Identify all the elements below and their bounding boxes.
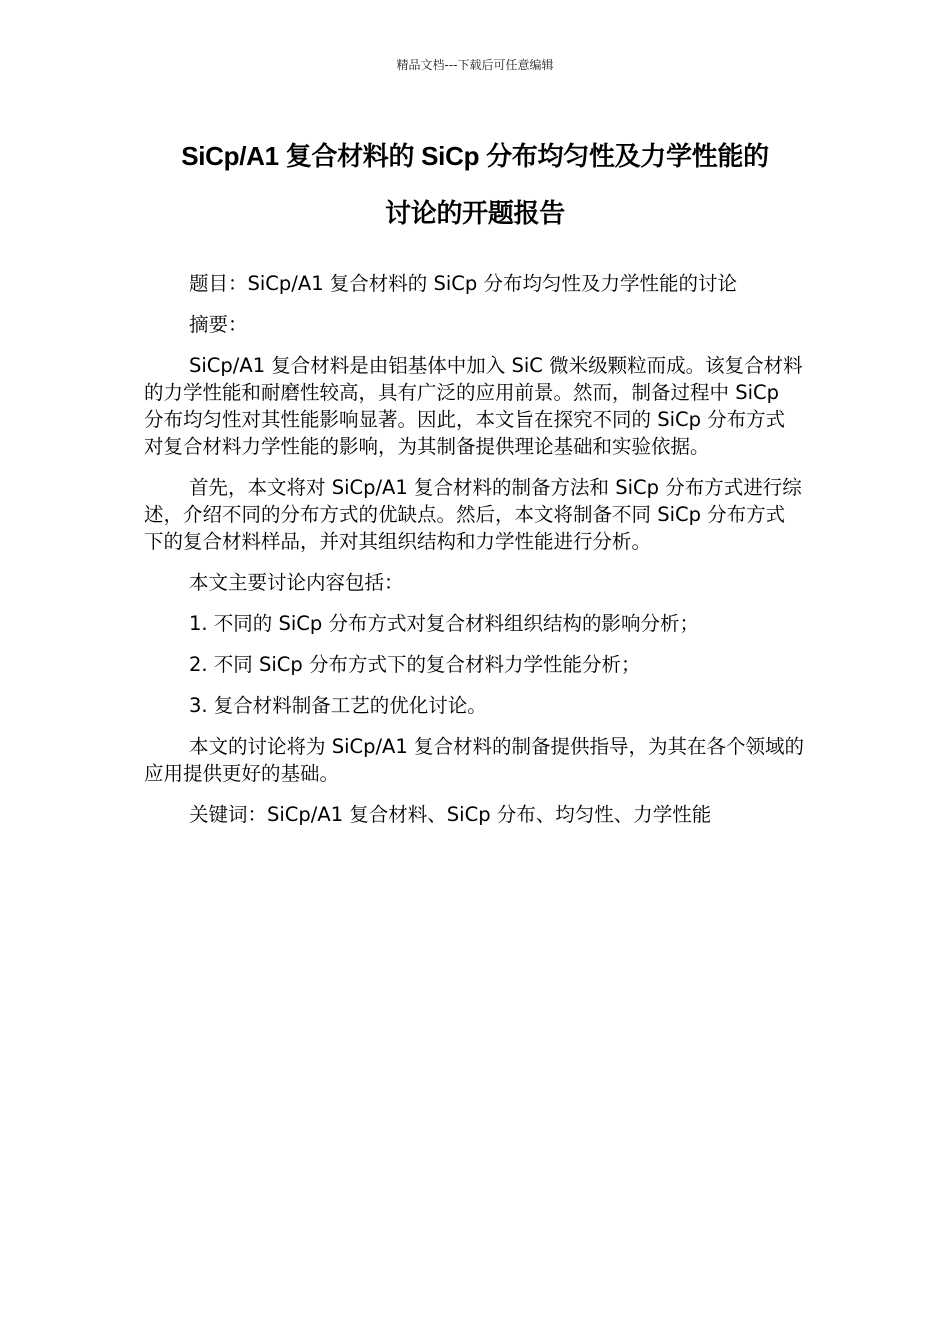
list-item: 2. 不同 SiCp 分布方式下的复合材料力学性能分析；	[189, 653, 641, 676]
list-item: 3. 复合材料制备工艺的优化讨论。	[189, 694, 487, 717]
document-title-line-2: 讨论的开题报告	[385, 198, 565, 228]
header-watermark: 精品文档---下载后可任意编辑	[396, 58, 554, 72]
abstract-paragraph-1: SiCp/A1 复合材料是由铝基体中加入 SiC 微米级颗粒而成。该复合材料的力学性能和耐磨性较高，具有广泛的应用前景。然而，制备过程中 SiCp 分布均匀性对其性能影响显著。因此，本文旨在探究不同的 SiCp 分布方式对复合材料力学性能的影响，为其制备提供理论基础和实验依据。	[144, 354, 803, 458]
document-title-line-1: SiCp/A1 复合材料的 SiCp 分布均匀性及力学性能的	[181, 141, 769, 171]
abstract-paragraph-2: 首先，本文将对 SiCp/A1 复合材料的制备方法和 SiCp 分布方式进行综述，介绍不同的分布方式的优缺点。然后，本文将制备不同 SiCp 分布方式下的复合材料样品，并对其组织结构和力学性能进行分析。	[144, 476, 802, 553]
content-intro: 本文主要讨论内容包括：	[189, 571, 404, 594]
document-body	[144, 270, 804, 842]
abstract-label: 摘要：	[189, 313, 248, 336]
topic-line: 题目：SiCp/A1 复合材料的 SiCp 分布均匀性及力学性能的讨论	[189, 272, 737, 295]
keywords-line: 关键词：SiCp/A1 复合材料、SiCp 分布、均匀性、力学性能	[189, 803, 712, 826]
conclusion-paragraph: 本文的讨论将为 SiCp/A1 复合材料的制备提供指导，为其在各个领域的应用提供更好的基础。	[144, 735, 805, 785]
list-item: 1. 不同的 SiCp 分布方式对复合材料组织结构的影响分析；	[189, 612, 699, 635]
